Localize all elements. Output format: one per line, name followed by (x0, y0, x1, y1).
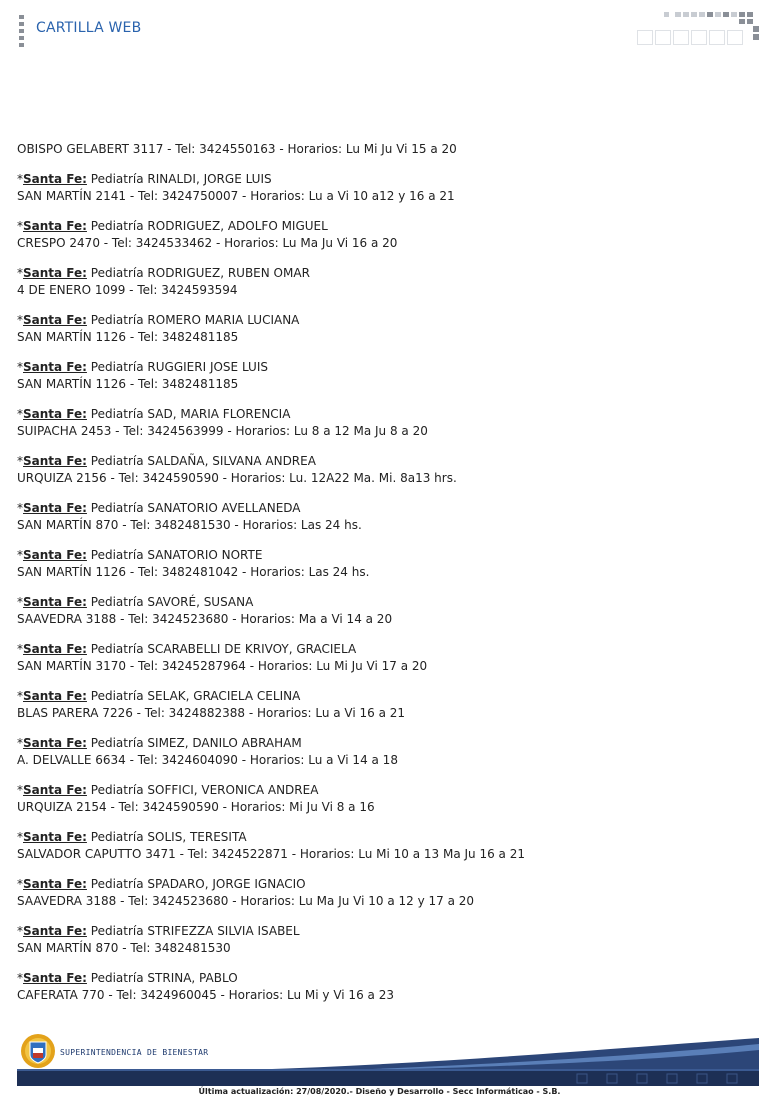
list-item (17, 735, 737, 769)
list-item (17, 829, 737, 863)
list-item (17, 594, 737, 628)
page-title: CARTILLA WEB (36, 20, 142, 36)
last-update-note: Última actualización: 27/08/2020.- Diseño y Desarrollo - Secc Informáticao - S.B. (198, 1087, 561, 1096)
provider-name: Pediatría RODRIGUEZ, RUBEN OMAR (90, 266, 310, 280)
location-label: Santa Fe: (23, 642, 87, 656)
location-label: Santa Fe: (23, 924, 87, 938)
provider-line: *Santa Fe: Pediatría SCARABELLI DE KRIVOY, GRACIELA (17, 642, 357, 656)
location-label: Santa Fe: (23, 501, 87, 515)
list-item (17, 876, 737, 910)
location-label: Santa Fe: (23, 689, 87, 703)
provider-name: Pediatría SALDAÑA, SILVANA ANDREA (90, 454, 316, 468)
location-label: Santa Fe: (23, 595, 87, 609)
provider-name: Pediatría SELAK, GRACIELA CELINA (90, 689, 301, 703)
provider-address: A. DELVALLE 6634 - Tel: 3424604090 - Horarios: Lu a Vi 14 a 18 (17, 753, 398, 767)
provider-line: *Santa Fe: Pediatría ROMERO MARIA LUCIANA (17, 313, 300, 327)
institution-seal-icon (20, 1033, 56, 1069)
provider-address: BLAS PARERA 7226 - Tel: 3424882388 - Horarios: Lu a Vi 16 a 21 (17, 706, 406, 720)
location-label: Santa Fe: (23, 548, 87, 562)
directory-listing (17, 141, 737, 1017)
provider-line: *Santa Fe: Pediatría SALDAÑA, SILVANA ANDREA (17, 454, 316, 468)
location-label: Santa Fe: (23, 360, 87, 374)
provider-line: *Santa Fe: Pediatría SIMEZ, DANILO ABRAHAM (17, 736, 302, 750)
list-item (17, 406, 737, 440)
provider-line: *Santa Fe: Pediatría RODRIGUEZ, ADOLFO MIGUEL (17, 219, 328, 233)
provider-address: URQUIZA 2154 - Tel: 3424590590 - Horarios: Mi Ju Vi 8 a 16 (17, 800, 375, 814)
list-item (17, 923, 737, 957)
provider-name: Pediatría STRIFEZZA SILVIA ISABEL (90, 924, 300, 938)
list-item (17, 547, 737, 581)
header-pixel-decoration (635, 12, 759, 46)
provider-name: Pediatría SANATORIO AVELLANEDA (90, 501, 301, 515)
provider-name: Pediatría SCARABELLI DE KRIVOY, GRACIELA (90, 642, 357, 656)
page-footer (0, 1028, 759, 1101)
provider-address: SAN MARTÍN 1126 - Tel: 3482481185 (17, 377, 239, 391)
provider-name: Pediatría SAD, MARIA FLORENCIA (90, 407, 291, 421)
provider-address: SAN MARTÍN 870 - Tel: 3482481530 (17, 941, 231, 955)
footer-wave-band (17, 1038, 759, 1086)
provider-address: SAN MARTÍN 870 - Tel: 3482481530 - Horarios: Las 24 hs. (17, 518, 362, 532)
provider-line: *Santa Fe: Pediatría SANATORIO NORTE (17, 548, 263, 562)
provider-line: *Santa Fe: Pediatría SELAK, GRACIELA CELINA (17, 689, 301, 703)
list-item (17, 359, 737, 393)
provider-line: *Santa Fe: Pediatría STRINA, PABLO (17, 971, 238, 985)
provider-address: CRESPO 2470 - Tel: 3424533462 - Horarios: Lu Ma Ju Vi 16 a 20 (17, 236, 398, 250)
provider-line: *Santa Fe: Pediatría SAD, MARIA FLORENCIA (17, 407, 291, 421)
provider-line: *Santa Fe: Pediatría RODRIGUEZ, RUBEN OMAR (17, 266, 310, 280)
provider-address: CAFERATA 770 - Tel: 3424960045 - Horarios: Lu Mi y Vi 16 a 23 (17, 988, 394, 1002)
location-label: Santa Fe: (23, 877, 87, 891)
list-item (17, 453, 737, 487)
organization-name: SUPERINTENDENCIA DE BIENESTAR (60, 1048, 209, 1057)
provider-address: URQUIZA 2156 - Tel: 3424590590 - Horarios: Lu. 12A22 Ma. Mi. 8a13 hrs. (17, 471, 457, 485)
location-label: Santa Fe: (23, 971, 87, 985)
list-item (17, 641, 737, 675)
provider-line: *Santa Fe: Pediatría SOLIS, TERESITA (17, 830, 247, 844)
provider-name: Pediatría RINALDI, JORGE LUIS (90, 172, 272, 186)
provider-name: Pediatría RODRIGUEZ, ADOLFO MIGUEL (90, 219, 328, 233)
provider-name: Pediatría SIMEZ, DANILO ABRAHAM (90, 736, 302, 750)
provider-address: SALVADOR CAPUTTO 3471 - Tel: 3424522871 - Horarios: Lu Mi 10 a 13 Ma Ju 16 a 21 (17, 847, 525, 861)
location-label: Santa Fe: (23, 172, 87, 186)
provider-address: SAN MARTÍN 2141 - Tel: 3424750007 - Horarios: Lu a Vi 10 a12 y 16 a 21 (17, 189, 455, 203)
provider-name: Pediatría SPADARO, JORGE IGNACIO (90, 877, 306, 891)
location-label: Santa Fe: (23, 830, 87, 844)
list-item (17, 312, 737, 346)
provider-name: Pediatría RUGGIERI JOSE LUIS (90, 360, 268, 374)
list-item (17, 688, 737, 722)
list-item (17, 265, 737, 299)
list-item (17, 970, 737, 1004)
list-item (17, 782, 737, 816)
page-header (0, 0, 759, 60)
location-label: Santa Fe: (23, 266, 87, 280)
location-label: Santa Fe: (23, 219, 87, 233)
provider-address: SAN MARTÍN 1126 - Tel: 3482481185 (17, 330, 239, 344)
provider-address: SAAVEDRA 3188 - Tel: 3424523680 - Horarios: Lu Ma Ju Vi 10 a 12 y 17 a 20 (17, 894, 475, 908)
provider-name: Pediatría SOLIS, TERESITA (90, 830, 247, 844)
provider-name: Pediatría SAVORÉ, SUSANA (90, 595, 254, 609)
provider-name: Pediatría SOFFICI, VERONICA ANDREA (90, 783, 319, 797)
provider-name: Pediatría ROMERO MARIA LUCIANA (90, 313, 300, 327)
list-item (17, 218, 737, 252)
location-label: Santa Fe: (23, 736, 87, 750)
list-item (17, 500, 737, 534)
header-bar-icon (19, 15, 24, 47)
provider-line: *Santa Fe: Pediatría SOFFICI, VERONICA ANDREA (17, 783, 319, 797)
provider-address: SAAVEDRA 3188 - Tel: 3424523680 - Horarios: Ma a Vi 14 a 20 (17, 612, 393, 626)
provider-address: SUIPACHA 2453 - Tel: 3424563999 - Horarios: Lu 8 a 12 Ma Ju 8 a 20 (17, 424, 428, 438)
provider-line: *Santa Fe: Pediatría RINALDI, JORGE LUIS (17, 172, 272, 186)
location-label: Santa Fe: (23, 783, 87, 797)
continued-address: OBISPO GELABERT 3117 - Tel: 3424550163 - Horarios: Lu Mi Ju Vi 15 a 20 (17, 142, 457, 156)
list-item (17, 171, 737, 205)
provider-line: *Santa Fe: Pediatría RUGGIERI JOSE LUIS (17, 360, 268, 374)
location-label: Santa Fe: (23, 454, 87, 468)
provider-name: Pediatría STRINA, PABLO (90, 971, 238, 985)
provider-name: Pediatría SANATORIO NORTE (90, 548, 263, 562)
provider-line: *Santa Fe: Pediatría SPADARO, JORGE IGNACIO (17, 877, 306, 891)
provider-address: 4 DE ENERO 1099 - Tel: 3424593594 (17, 283, 238, 297)
provider-line: *Santa Fe: Pediatría SAVORÉ, SUSANA (17, 595, 254, 609)
provider-line: *Santa Fe: Pediatría SANATORIO AVELLANEDA (17, 501, 301, 515)
provider-line: *Santa Fe: Pediatría STRIFEZZA SILVIA ISABEL (17, 924, 300, 938)
provider-address: SAN MARTÍN 1126 - Tel: 3482481042 - Horarios: Las 24 hs. (17, 565, 370, 579)
location-label: Santa Fe: (23, 313, 87, 327)
provider-address: SAN MARTÍN 3170 - Tel: 34245287964 - Horarios: Lu Mi Ju Vi 17 a 20 (17, 659, 428, 673)
location-label: Santa Fe: (23, 407, 87, 421)
